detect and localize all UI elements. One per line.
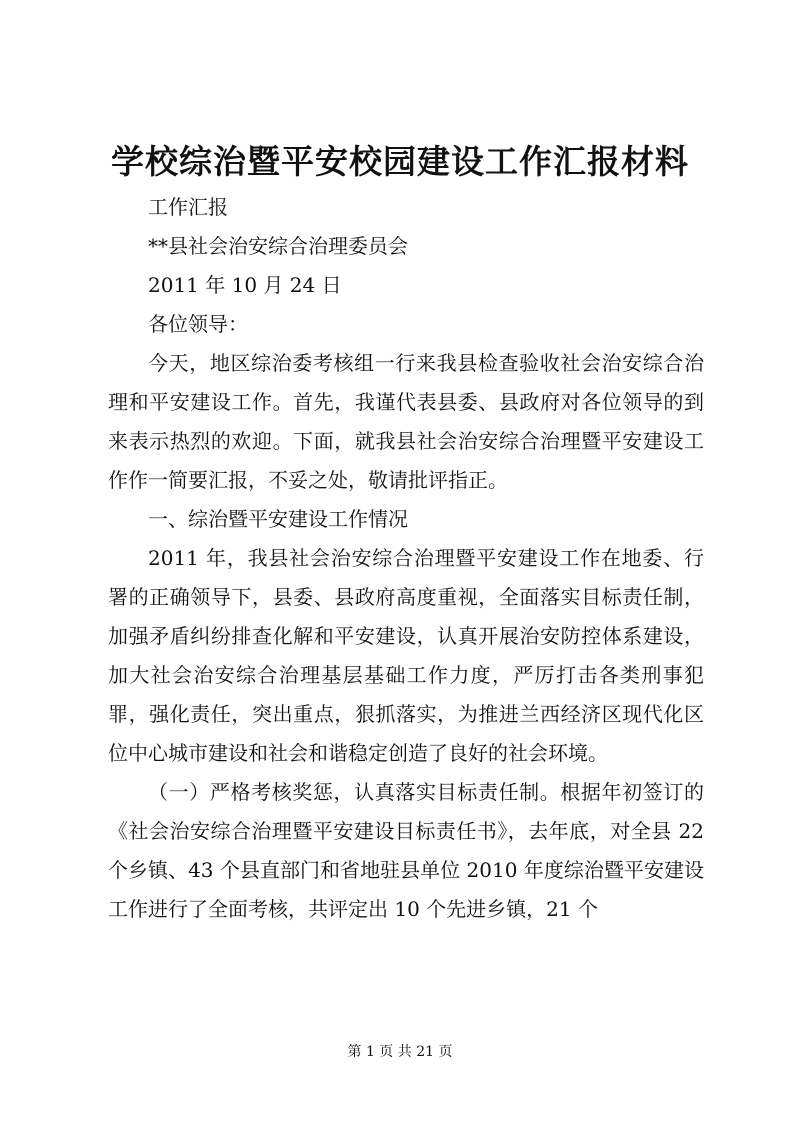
page-footer: 第 1 页 共 21 页 (347, 1044, 453, 1060)
paragraph-overview: 2011 年，我县社会治安综合治理暨平安建设工作在地委、行署的正确领导下，县委、县政府高度重视，全面落实目标责任制，加强矛盾纠纷排查化解和平安建设，认真开展治安防控体系建设，加大社会治安综合治理基层基础工作力度，严厉打击各类刑事犯罪，强化责任，突出重点，狠抓落实，为推进兰西经济区现代化区位中心城市建设和社会和谐稳定创造了良好的社会环境。 (108, 546, 704, 765)
document-subtitle: 工作汇报 (148, 195, 228, 219)
paragraph-item-1: （一）严格考核奖惩，认真落实目标责任制。根据年初签订的《社会治安综合治理暨平安建设目标责任书》，去年底，对全县 22 个乡镇、43 个县直部门和省地驻县单位 2010 年度综治暨平安建设工作进行了全面考核，共评定出 10 个先进乡镇，21 个 (108, 780, 704, 921)
date-line: 2011 年 10 月 24 日 (148, 273, 342, 297)
salutation: 各位领导： (148, 312, 248, 336)
paragraph-intro: 今天，地区综治委考核组一行来我县检查验收社会治安综合治理和平安建设工作。首先，我谨代表县委、县政府对各位领导的到来表示热烈的欢迎。下面，就我县社会治安综合治理暨平安建设工作作一简要汇报，不妥之处，敬请批评指正。 (108, 351, 704, 492)
document-body (108, 188, 704, 929)
organization-line: **县社会治安综合治理委员会 (148, 234, 408, 258)
document-title: 学校综治暨平安校园建设工作汇报材料 (111, 142, 689, 181)
section-heading: 一、综治暨平安建设工作情况 (148, 507, 408, 531)
